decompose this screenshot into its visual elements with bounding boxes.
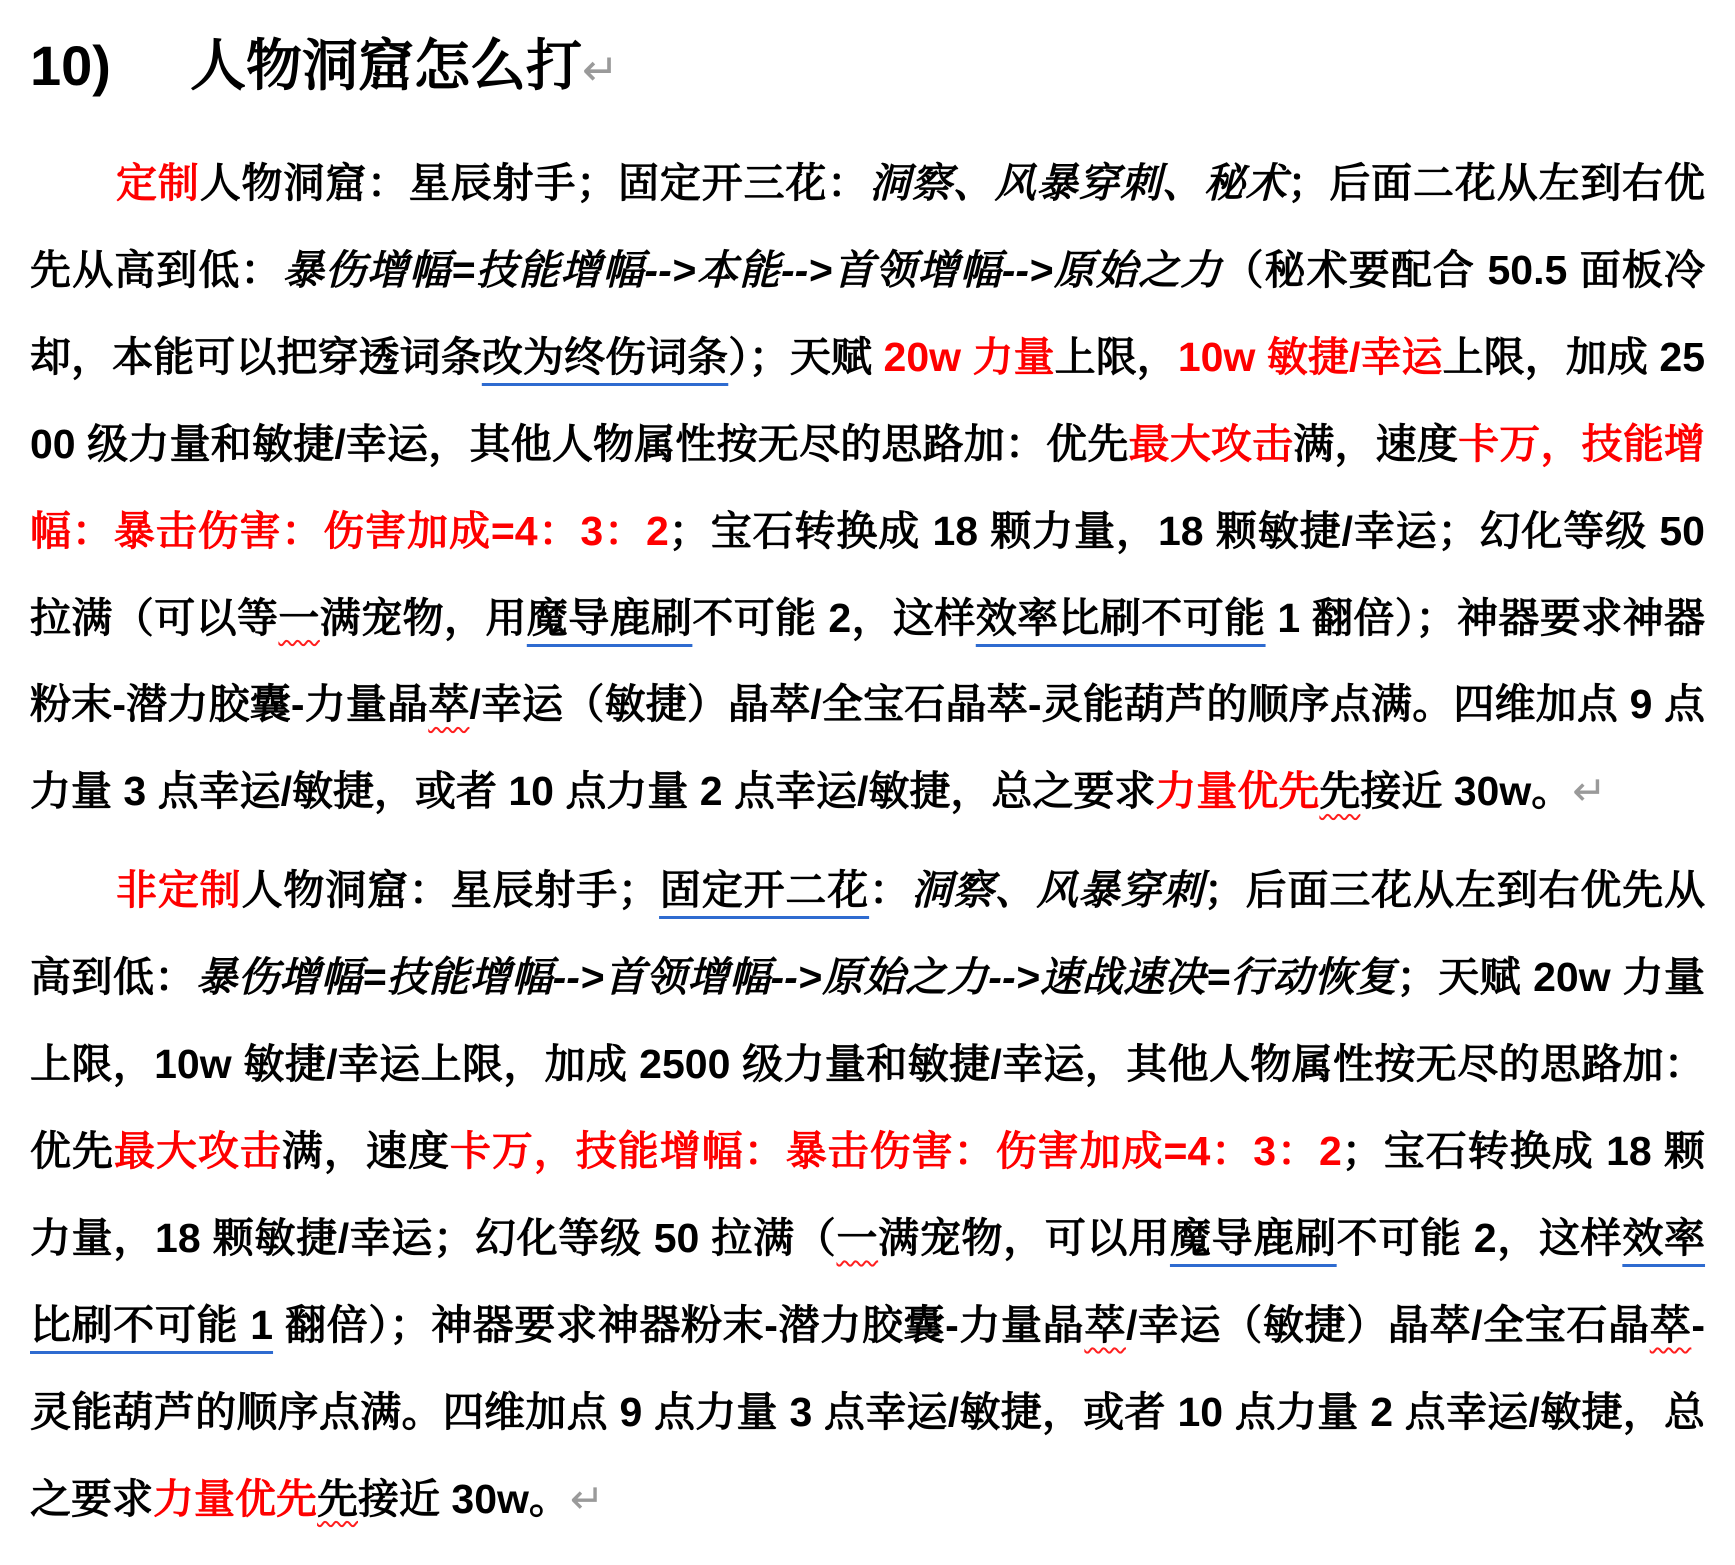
text-run: （秘术要配合 50.5 面板冷却，本能可以把穿透词条 bbox=[30, 246, 1705, 380]
underline-text-run: 固定开二花 bbox=[659, 867, 870, 914]
text-run: 满宠物，可以用 bbox=[878, 1214, 1170, 1261]
text-run: ；宝石转换成 18 颗力量，18 颗敏捷/幸运；幻化等级 50 拉满（可以等 bbox=[30, 507, 1705, 641]
text-run: /幸运（敏捷）晶萃/全宝石晶萃-灵能葫芦的顺序点满。四维加点 9 点力量 3 点幸运/敏捷，或者 10 点力量 2 点幸运/敏捷，总之要求 bbox=[30, 681, 1706, 815]
red-text-run: 最大攻击 bbox=[1128, 420, 1294, 467]
italic-text-run: 洞察、风暴穿刺、秘术 bbox=[869, 160, 1288, 206]
red-text-run: 力量优先 bbox=[1155, 768, 1320, 815]
red-text-run: 技能增幅：暴击伤害：伤害加成=4：3：2 bbox=[30, 420, 1706, 554]
text-run: 满，速度 bbox=[281, 1127, 450, 1174]
text-run: 1 翻倍）；神器要求神器粉末-潜力胶囊-力量晶 bbox=[30, 594, 1706, 728]
text-run: 满宠物，用 bbox=[319, 594, 527, 641]
text-run: ；宝石转换成 18 颗力量，18 颗敏捷/幸运；幻化等级 50 拉满（ bbox=[30, 1127, 1706, 1261]
paragraph-mark-icon: ↵ bbox=[1572, 768, 1607, 815]
text-run: 人物洞窟：星辰射手； bbox=[241, 867, 660, 914]
heading-title: 人物洞窟怎么打 bbox=[190, 34, 582, 97]
text-run: 翻倍）；神器要求神器粉末-潜力胶囊-力量晶 bbox=[273, 1301, 1085, 1348]
red-text-run: 卡万， bbox=[1458, 420, 1582, 467]
red-text-run: 技能增幅：暴击伤害：伤害加成=4：3：2 bbox=[575, 1127, 1342, 1174]
text-run: /幸运（敏捷）晶萃/全宝石晶 bbox=[1125, 1301, 1650, 1348]
squiggle-text-run: 一 bbox=[836, 1214, 879, 1261]
text-run: ： bbox=[869, 867, 911, 914]
underline-text-run: 效率比刷不可能 bbox=[975, 594, 1266, 641]
red-text-run: 最大攻击 bbox=[113, 1127, 282, 1174]
red-text-run: 定制 bbox=[116, 160, 200, 206]
text-run: 上限， bbox=[1054, 333, 1178, 380]
squiggle-text-run: 萃 bbox=[1649, 1301, 1692, 1348]
squiggle-text-run: 先 bbox=[1319, 768, 1361, 815]
text-run: 上限，加成 2500 级力量和敏捷/幸运，其他人物属性按无尽的思路加：优先 bbox=[30, 333, 1706, 467]
text-run: -灵能葫芦的顺序点满。四维加点 9 点力量 3 点幸运/敏捷，或者 10 点力量 2 点幸运/敏捷，总之要求 bbox=[30, 1301, 1706, 1522]
text-run: 人物洞窟：星辰射手；固定开三花： bbox=[199, 160, 870, 206]
text-run: 不可能 2，这样 bbox=[1336, 1214, 1623, 1261]
red-text-run: 10w 敏捷/幸运 bbox=[1177, 333, 1443, 380]
text-run: ；后面二花从左到右优先从高到低： bbox=[30, 160, 1706, 293]
squiggle-text-run: 先 bbox=[317, 1475, 358, 1522]
paragraph-noncustom-cave bbox=[30, 847, 1705, 1542]
italic-text-run: 暴伤增幅=技能增幅-->本能-->首领增幅-->原始之力 bbox=[282, 246, 1223, 293]
section-heading bbox=[30, 22, 1705, 102]
paragraph-mark-icon: ↵ bbox=[569, 1475, 605, 1522]
text-run: 不可能 2，这样 bbox=[692, 594, 976, 641]
text-run: 接近 30w。 bbox=[358, 1475, 570, 1522]
red-text-run: 力量优先 bbox=[153, 1475, 317, 1522]
text-run: ；后面三花从左到右优先从高到低： bbox=[30, 867, 1706, 1001]
underline-text-run: 改为终伤词条 bbox=[481, 333, 729, 380]
red-text-run: 非定制 bbox=[116, 867, 242, 914]
italic-text-run: 洞察、风暴穿刺 bbox=[910, 867, 1204, 914]
red-text-run: 20w 力量 bbox=[883, 333, 1055, 380]
squiggle-text-run: 一 bbox=[278, 594, 320, 641]
underline-text-run: 魔导鹿刷 bbox=[526, 594, 693, 641]
underline-text-run: 魔导鹿刷 bbox=[1169, 1214, 1337, 1261]
paragraph-mark-icon: ↵ bbox=[582, 46, 619, 95]
red-text-run: 卡万， bbox=[449, 1127, 576, 1174]
underline-text-run: 效率比刷不可能 1 bbox=[30, 1214, 1706, 1348]
text-run: 满，速度 bbox=[1293, 420, 1459, 467]
squiggle-text-run: 萃 bbox=[428, 681, 470, 728]
paragraph-custom-cave bbox=[30, 140, 1705, 835]
heading-number: 10) bbox=[30, 34, 111, 97]
squiggle-text-run: 萃 bbox=[1084, 1301, 1126, 1348]
text-run: 接近 30w。 bbox=[1360, 768, 1573, 815]
italic-text-run: 暴伤增幅=技能增幅-->首领增幅-->原始之力-->速战速决=行动恢复 bbox=[196, 954, 1397, 1001]
text-run: ；天赋 20w 力量上限，10w 敏捷/幸运上限，加成 2500 级力量和敏捷/幸运，其他人物属性按无尽的思路加：优先 bbox=[30, 954, 1706, 1174]
text-run: ）；天赋 bbox=[728, 333, 884, 380]
